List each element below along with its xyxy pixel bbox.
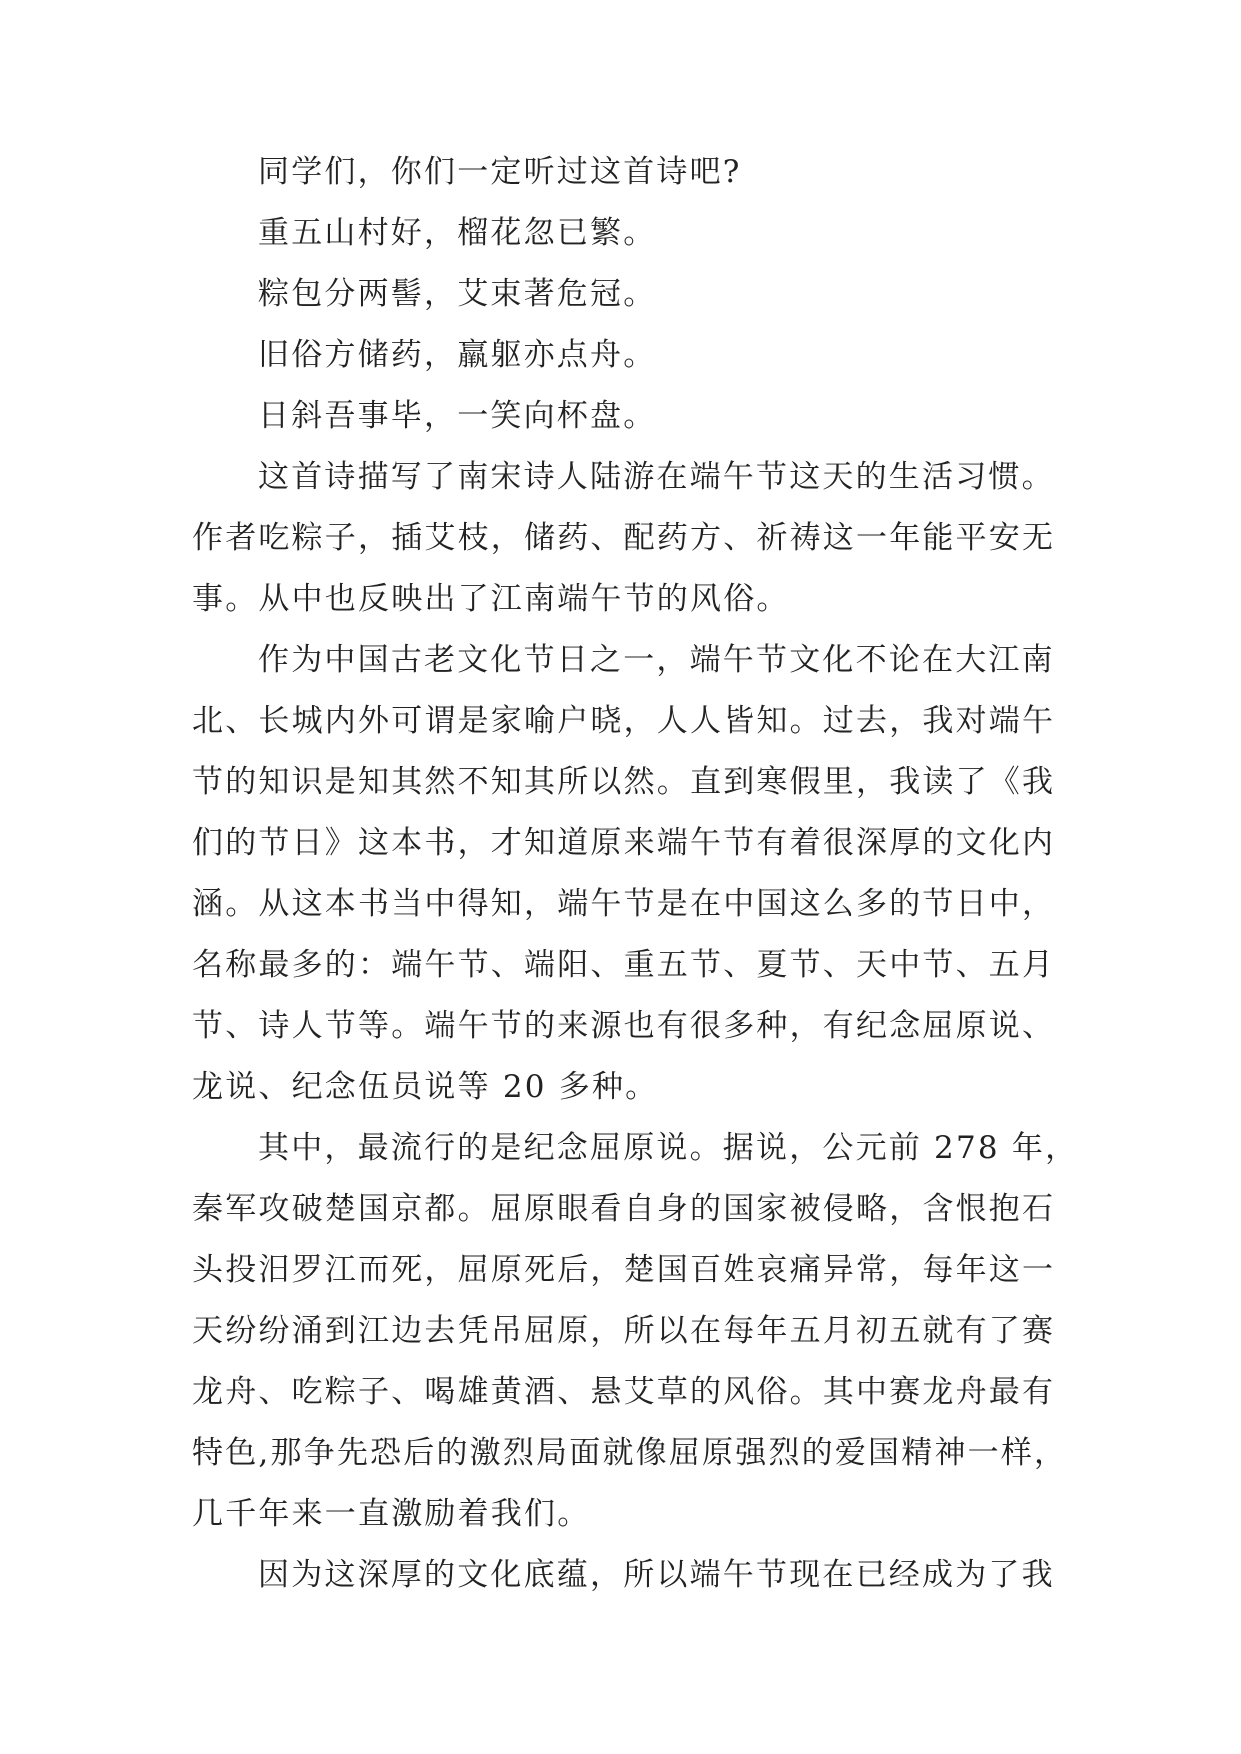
text-line: 涵。从这本书当中得知，端午节是在中国这么多的节日中， [192,886,1056,922]
text-line: 事。从中也反映出了江南端午节的风俗。 [192,581,790,617]
text-line: 同学们，你们一定听过这首诗吧? [258,154,742,190]
text-line: 节、诗人节等。端午节的来源也有很多种，有纪念屈原说、 [192,1008,1056,1044]
poem-line: 旧俗方储药，羸躯亦点舟。 [258,337,657,373]
text-line: 节的知识是知其然不知其所以然。直到寒假里，我读了《我 [192,764,1056,800]
text-line: 因为这深厚的文化底蕴，所以端午节现在已经成为了我 [258,1557,1055,1593]
poem-line: 粽包分两髻，艾束著危冠。 [258,276,657,312]
text-line: 其中，最流行的是纪念屈原说。据说，公元前 278 年， [258,1130,1079,1166]
text-line: 北、长城内外可谓是家喻户晓，人人皆知。过去，我对端午 [192,703,1056,739]
poem-line: 重五山村好，榴花忽已繁。 [258,215,657,251]
text-line: 作者吃粽子，插艾枝，储药、配药方、祈祷这一年能平安无 [192,520,1056,556]
poem-line: 日斜吾事毕，一笑向杯盘。 [258,398,657,434]
text-line: 秦军攻破楚国京都。屈原眼看自身的国家被侵略，含恨抱石 [192,1191,1056,1227]
text-line: 这首诗描写了南宋诗人陆游在端午节这天的生活习惯。 [258,459,1055,495]
text-line: 特色,那争先恐后的激烈局面就像屈原强烈的爱国精神一样， [192,1435,1068,1471]
text-line: 作为中国古老文化节日之一，端午节文化不论在大江南 [258,642,1055,678]
text-line: 名称最多的：端午节、端阳、重五节、夏节、天中节、五月 [192,947,1056,983]
text-line: 几千年来一直激励着我们。 [192,1496,591,1532]
text-line: 头投汨罗江而死，屈原死后，楚国百姓哀痛异常，每年这一 [192,1252,1056,1288]
text-line: 天纷纷涌到江边去凭吊屈原，所以在每年五月初五就有了赛 [192,1313,1056,1349]
text-line: 龙说、纪念伍员说等 20 多种。 [192,1069,659,1105]
text-line: 龙舟、吃粽子、喝雄黄酒、悬艾草的风俗。其中赛龙舟最有 [192,1374,1056,1410]
text-line: 们的节日》这本书，才知道原来端午节有着很深厚的文化内 [192,825,1056,861]
